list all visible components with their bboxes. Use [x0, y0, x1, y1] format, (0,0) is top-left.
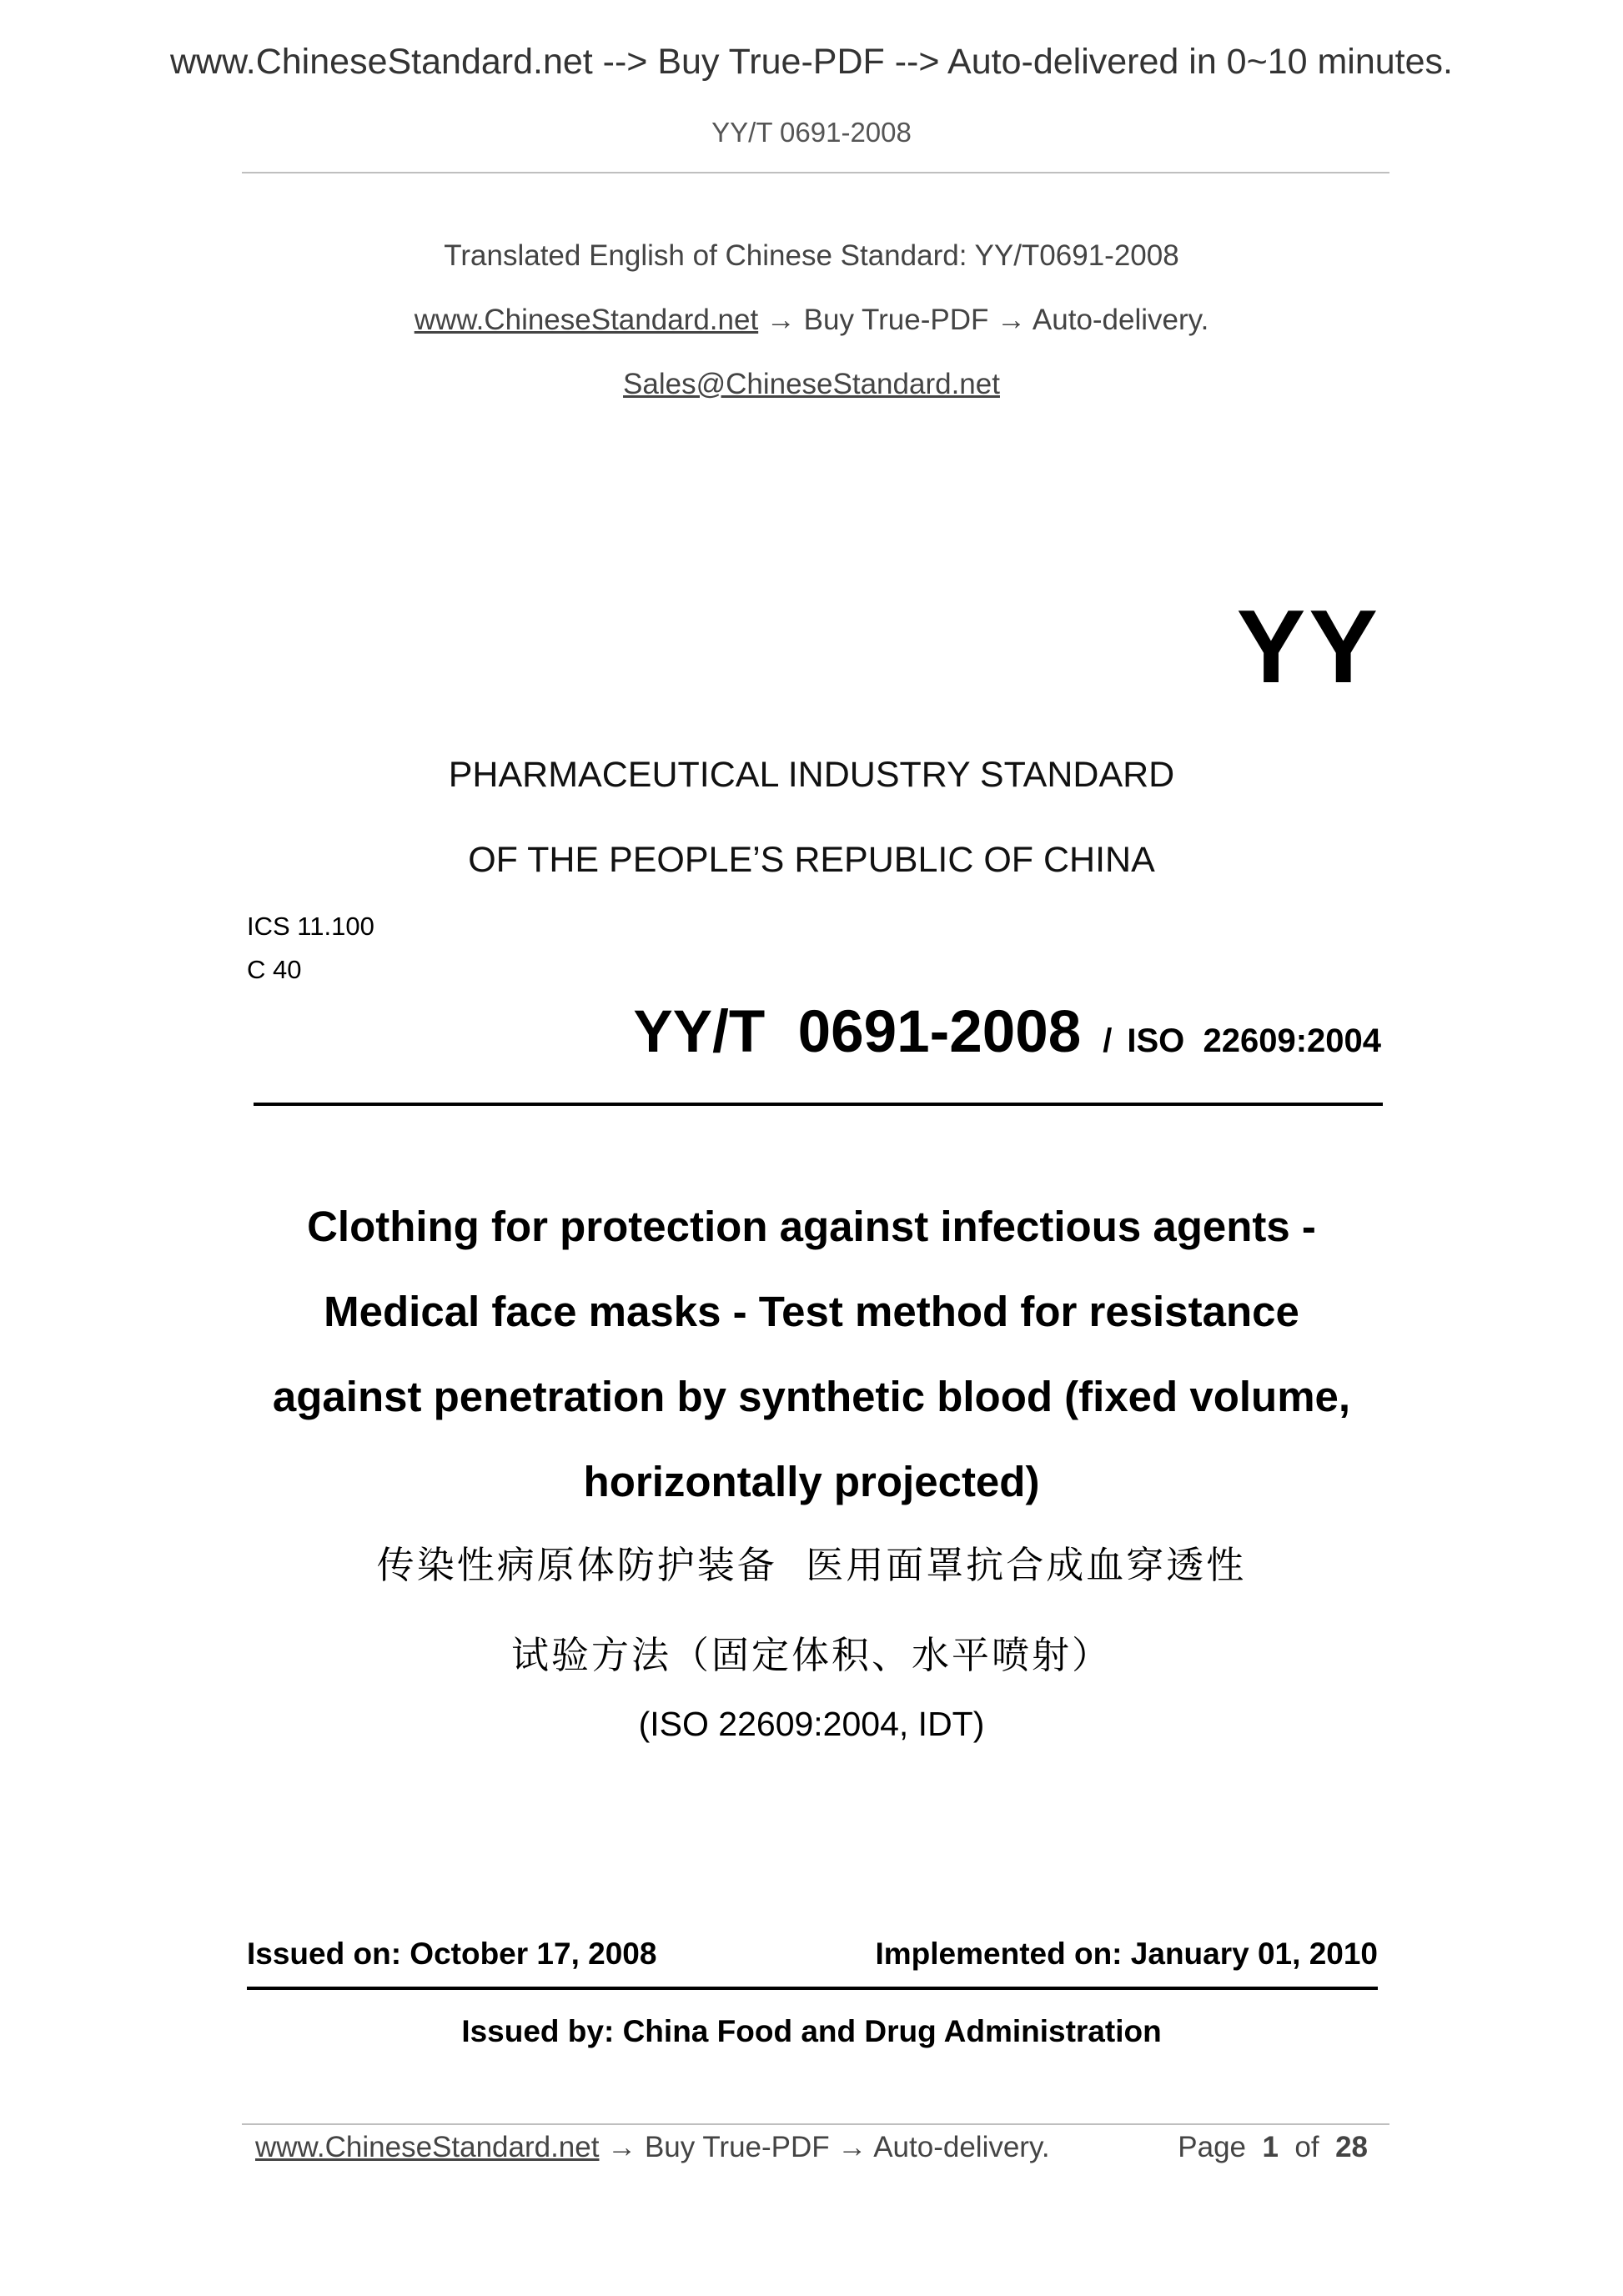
english-title-line-3: against penetration by synthetic blood (fixed volume,	[272, 1373, 1351, 1420]
email-link[interactable]: Sales@ChineseStandard.net	[623, 368, 1000, 400]
footer-purchase-line	[255, 2131, 1050, 2164]
email-line	[0, 368, 1623, 401]
page-current: 1	[1262, 2131, 1279, 2163]
iso-equivalence: (ISO 22609:2004, IDT)	[638, 1705, 985, 1743]
standard-number-main: YY/T 0691-2008	[633, 999, 1082, 1065]
header-banner[interactable]: www.ChineseStandard.net --> Buy True-PDF --> Auto-delivered in 0~10 minutes.	[169, 42, 1453, 82]
purchase-link-line	[0, 304, 1623, 337]
ics-code: ICS 11.100	[247, 912, 374, 941]
implemented-on-date: Implemented on: January 01, 2010	[875, 1937, 1378, 1971]
standard-number	[633, 998, 1381, 1066]
issued-on-date: Issued on: October 17, 2008	[247, 1937, 657, 1971]
footer-buy-text: Buy True-PDF	[644, 2131, 830, 2163]
standard-number-separator: /	[1103, 1022, 1113, 1059]
arrow-right-icon: →	[766, 304, 796, 336]
iso-equivalent-number: ISO 22609:2004	[1127, 1022, 1381, 1059]
issued-by: Issued by: China Food and Drug Administration	[461, 2014, 1162, 2048]
arrow-right-icon: →	[997, 304, 1027, 336]
chinese-title-line-2: 试验方法（固定体积、水平喷射）	[510, 1633, 1112, 1677]
standard-number-rule	[254, 1103, 1383, 1106]
page-label: Page	[1178, 2131, 1247, 2163]
footer-divider	[242, 2123, 1389, 2125]
footer-site-link[interactable]: www.ChineseStandard.net	[255, 2131, 600, 2163]
arrow-right-icon: →	[837, 2131, 867, 2163]
translated-standard-line: Translated English of Chinese Standard: YY/T0691-2008	[444, 239, 1179, 272]
chinese-title-line-1: 传染性病原体防护装备 医用面罩抗合成血穿透性	[376, 1543, 1247, 1587]
organization-line-2: OF THE PEOPLE’S REPUBLIC OF CHINA	[468, 840, 1155, 880]
page-total: 28	[1335, 2131, 1368, 2163]
yy-logo: YY	[1236, 590, 1381, 705]
header-standard-code: YY/T 0691-2008	[711, 117, 912, 148]
of-label: of	[1294, 2131, 1319, 2163]
ccs-code: C 40	[247, 955, 302, 984]
english-title	[217, 1184, 1406, 1525]
dates-rule	[247, 1987, 1378, 1990]
footer-auto-text: Auto-delivery.	[873, 2131, 1050, 2163]
english-title-line-4: horizontally projected)	[583, 1458, 1040, 1505]
english-title-line-1: Clothing for protection against infectious agents -	[307, 1203, 1316, 1250]
auto-delivery-text: Auto-delivery.	[1032, 304, 1209, 336]
site-link[interactable]: www.ChineseStandard.net	[414, 304, 759, 336]
page-indicator	[1178, 2131, 1368, 2164]
buy-true-pdf-text: Buy True-PDF	[803, 304, 989, 336]
arrow-right-icon: →	[607, 2131, 637, 2163]
organization-line-1: PHARMACEUTICAL INDUSTRY STANDARD	[448, 755, 1175, 795]
header-divider	[242, 172, 1389, 173]
english-title-line-2: Medical face masks - Test method for resistance	[324, 1288, 1299, 1335]
